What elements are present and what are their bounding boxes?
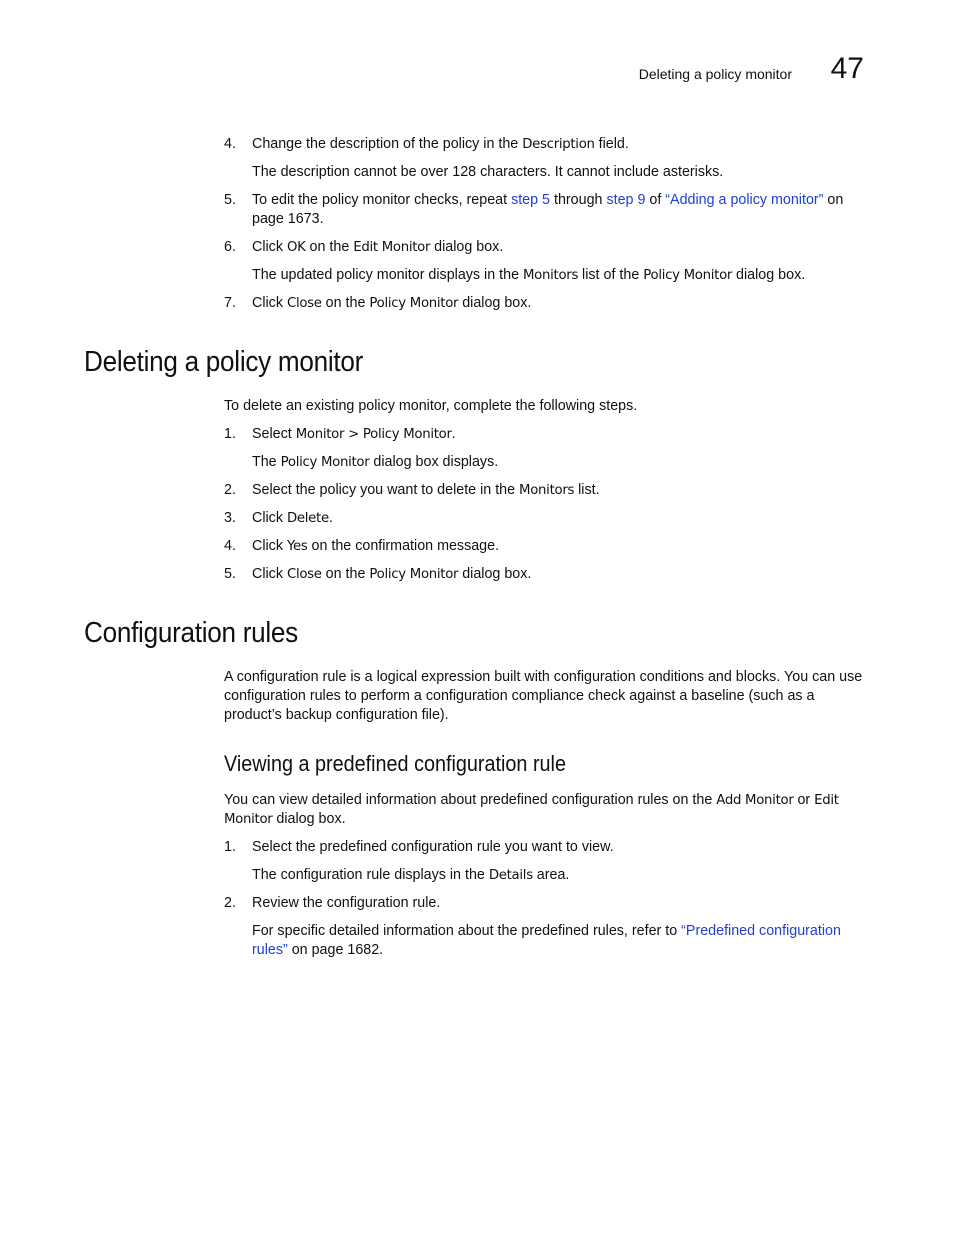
ui-term: Description <box>522 137 595 152</box>
ui-term: Delete <box>286 511 329 526</box>
step-text: Click <box>252 566 287 582</box>
chapter-number: 47 <box>830 52 864 85</box>
note-text: area. <box>532 867 570 883</box>
step-text: Review the configuration rule. <box>252 895 441 911</box>
step-text: dialog box. <box>458 566 532 582</box>
step-text: Select the predefined configuration rule you want to view. <box>252 839 614 855</box>
ui-term: Monitors <box>519 483 575 498</box>
view-step-1-note <box>252 866 870 885</box>
link-step-9[interactable]: step 9 <box>606 192 646 208</box>
edit-step-6-note <box>252 266 870 285</box>
view-step-2-note <box>252 922 870 960</box>
ui-term: Policy Monitor <box>643 268 733 283</box>
link-step-5[interactable]: step 5 <box>511 192 551 208</box>
step-number: 1. <box>224 839 236 855</box>
step-text: on the confirmation message. <box>307 538 500 554</box>
note-text: For specific detailed information about the predefined rules, refer to <box>252 923 682 939</box>
link-predefined-configuration-rules[interactable]: “Predefined configuration rules” <box>252 923 841 958</box>
step-text: Select <box>252 426 296 442</box>
step-number: 2. <box>224 895 236 911</box>
note-text: The <box>252 454 281 470</box>
step-number: 2. <box>224 482 236 498</box>
ui-term: Edit Monitor <box>224 793 839 827</box>
step-number: 1. <box>224 426 236 442</box>
viewing-intro <box>224 791 870 829</box>
link-adding-policy-monitor[interactable]: “Adding a policy monitor” <box>665 192 824 208</box>
step-text: Click <box>252 295 287 311</box>
ui-term: Yes <box>286 539 308 554</box>
step-number: 5. <box>224 192 236 208</box>
section-heading-configuration-rules: Configuration rules <box>84 617 298 649</box>
ui-term: OK <box>286 240 306 255</box>
step-text: on the <box>305 239 354 255</box>
note-text: list of the <box>578 267 644 283</box>
note-text: The updated policy monitor displays in the <box>252 267 523 283</box>
intro-text: dialog box. <box>272 811 346 827</box>
step-number: 7. <box>224 295 236 311</box>
step-text: through <box>550 192 607 208</box>
step-text: list. <box>574 482 600 498</box>
note-text: on page 1682. <box>287 942 384 958</box>
delete-step-1-note <box>252 453 870 472</box>
ui-term: Edit Monitor <box>353 240 431 255</box>
ui-term: Policy Monitor <box>369 296 459 311</box>
step-text: dialog box. <box>458 295 532 311</box>
step-text: Select the policy you want to delete in the <box>252 482 520 498</box>
ui-term: Add Monitor <box>716 793 794 808</box>
ui-term: Details <box>488 868 533 883</box>
step-number: 3. <box>224 510 236 526</box>
ui-term: Policy Monitor <box>280 455 370 470</box>
ui-term: Close <box>286 567 322 582</box>
step-text: Change the description of the policy in the <box>252 136 523 152</box>
step-text: Click <box>252 510 287 526</box>
step-text: on the <box>321 295 370 311</box>
ui-term: Monitor > Policy Monitor <box>295 427 452 442</box>
intro-text: You can view detailed information about predefined configuration rules on the <box>224 792 717 808</box>
step-text: of <box>645 192 666 208</box>
step-number: 6. <box>224 239 236 255</box>
step-text: . <box>328 510 333 526</box>
step-text: on page 1673. <box>252 192 844 227</box>
step-text: field. <box>594 136 629 152</box>
step-text: on the <box>321 566 370 582</box>
step-text: dialog box. <box>430 239 504 255</box>
deleting-intro: To delete an existing policy monitor, complete the following steps. <box>224 398 638 414</box>
note-text: dialog box displays. <box>369 454 499 470</box>
edit-step-4-note: The description cannot be over 128 characters. It cannot include asterisks. <box>252 164 724 180</box>
intro-text: or <box>793 792 815 808</box>
step-text: . <box>451 426 456 442</box>
step-number: 4. <box>224 136 236 152</box>
step-number: 4. <box>224 538 236 554</box>
step-text: To edit the policy monitor checks, repeat <box>252 192 512 208</box>
step-text: Click <box>252 538 287 554</box>
subsection-heading-viewing: Viewing a predefined configuration rule <box>224 751 566 776</box>
step-number: 5. <box>224 566 236 582</box>
ui-term: Policy Monitor <box>369 567 459 582</box>
ui-term: Monitors <box>523 268 579 283</box>
ui-term: Close <box>286 296 322 311</box>
step-text: Click <box>252 239 287 255</box>
note-text: dialog box. <box>732 267 806 283</box>
configuration-rules-intro: A configuration rule is a logical expression built with configuration conditions and blocks. You can use configuration rules to perform a configuration compliance check against a baseline (such as a product’s backup configuration file). <box>224 669 863 723</box>
note-text: The configuration rule displays in the <box>252 867 489 883</box>
running-header-title: Deleting a policy monitor <box>638 66 792 82</box>
section-heading-deleting: Deleting a policy monitor <box>84 346 364 378</box>
